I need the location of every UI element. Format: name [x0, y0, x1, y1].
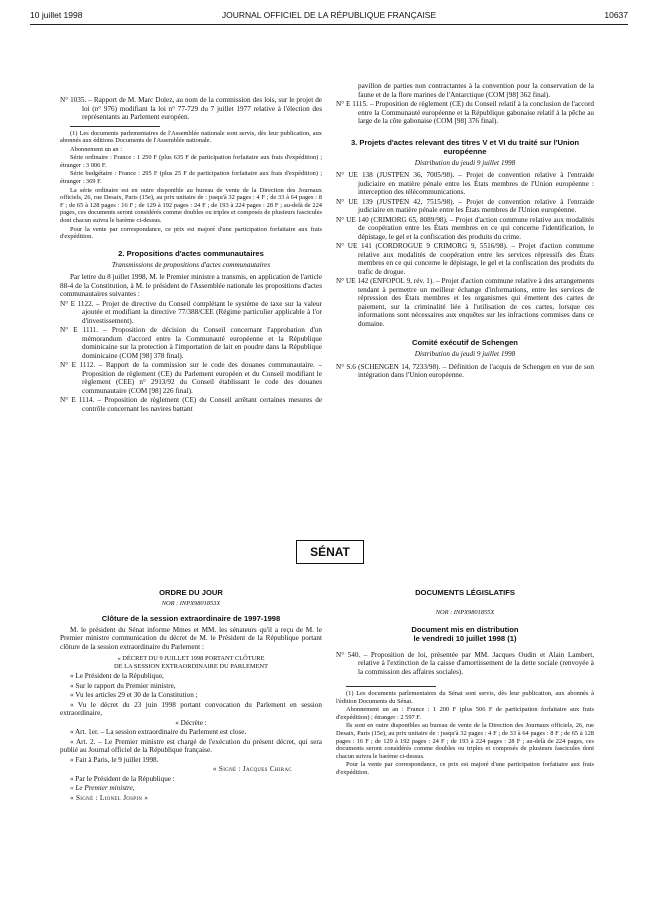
an-serie-budgetaire: Série budgétaire : France : 295 F (plus 25 F de participation forfaitaire aux frais d'expédition) ; étranger : 369 F. — [60, 170, 322, 186]
nor-documents: NOR : INPX9801855X — [435, 609, 495, 616]
item-ue139: N° UE 139 (JUSTPEN 42, 7515/98). – Projet de convention relative à l'entraide judiciaire en matière pénale entre les États membres de l'Union européenne. — [336, 197, 594, 214]
cloture-intro: M. le président du Sénat informe Mmes et MM. les sénateurs qu'il a reçu de M. le Premier ministre communication du décret de M. le Président de la République portant clôture de la session extraordinaire du Parlement : — [60, 625, 322, 651]
item-e1122: N° E 1122. – Projet de directive du Conseil complétant le système de taxe sur la valeur ajoutée et modifiant la directive 77/388/CEE (Régime particulier applicable à l'or d'investissement). — [60, 299, 322, 325]
decret-line-4: « Vu le décret du 23 juin 1998 portant convocation du Parlement en session extraordinaire, — [60, 700, 322, 718]
section-3-title: 3. Projets d'actes relevant des titres V et VI du traité sur l'Union européenne — [350, 137, 580, 156]
section-2-subtitle: Transmissions de propositions d'actes communautaires — [111, 260, 271, 269]
premier-ministre: « Le Premier ministre, — [70, 784, 135, 793]
item-e1112: N° E 1112. – Rapport de la commission sur le code des douanes communautaire. – Proposition de règlement (CE) du Parlement européen et du Conseil modifiant le règlement (CEE) n° 2913/92 du Conseil établissant le code des douanes communautaire (COM [98] 226 final). — [60, 361, 322, 395]
an-correspondance: Pour la vente par correspondance, ce prix est majoré d'une participation forfaitaire aux frais d'expédition. — [60, 225, 322, 241]
article-1: « Art. 1er. – La session extraordinaire du Parlement est close. — [70, 728, 247, 737]
item-e1115: N° E 1115. – Proposition de règlement (CE) du Conseil relatif à la conclusion de l'accord entre la Communauté européenne et la République gabonaise relatif à la pêche au large de la côte gabonaise (COM [98] 376 final). — [336, 100, 594, 125]
senat-heading-box: SÉNAT — [296, 540, 364, 564]
par-le-president: « Par le Président de la République : — [70, 774, 175, 783]
distribution-heading-1: Document mis en distribution — [411, 624, 519, 634]
decret-title-1: « DÉCRET DU 9 JUILLET 1998 PORTANT CLÔTURE — [117, 655, 265, 663]
ordre-du-jour-title: ORDRE DU JOUR — [159, 588, 223, 597]
an-vente: La série ordinaire est en outre disponible au bureau de vente de la Direction des Journaux officiels, 26, rue Desaix, Paris (15e), au prix unitaire de : jusqu'à 32 pages : 4 F ; de 33 à 64 pages : 8 F ; de 65 à 128 pages : 16 F ; de 129 à 192 pages : 24 F ; de 193 à 224 pages : 28 F ; au-delà de 224 pages, ces documents seront considérés comme doubles ou triples et composés de plusieurs fascicules dont chacun suivra le barème ci-dessus. — [60, 186, 322, 225]
top-left-column — [60, 96, 322, 414]
bottom-right-column — [336, 588, 594, 778]
footnote-separator — [70, 126, 160, 127]
fait-a-paris: « Fait à Paris, le 9 juillet 1998. — [70, 755, 159, 764]
doc-1035: N° 1035. – Rapport de M. Marc Dolez, au nom de la commission des lois, sur le projet de loi (n° 976) modifiant la loi n° 77-729 du 7 juillet 1977 relative à l'élection des représentants au Parlement européen. — [60, 96, 322, 121]
decrete: « Décrète : — [175, 718, 207, 727]
senat-abonnement: Abonnement un an : France : 1 200 F (plus 506 F de participation forfaitaire aux frais d'expédition) ; étranger : 2 597 F. — [336, 706, 594, 721]
section-3-subtitle: Distribution du jeudi 9 juillet 1998 — [414, 158, 516, 167]
item-e1114: N° E 1114. – Proposition de règlement (CE) du Conseil arrêtant certaines mesures de contrôle concernant les navires battant — [60, 396, 322, 413]
lettre-premier-ministre: Par lettre du 8 juillet 1998, M. le Premier ministre a transmis, en application de l'article 88-4 de la Constitution, à M. le président de l'Assemblée nationale les propositions d'actes communautaires suivantes : — [60, 273, 322, 299]
nor-ordre: NOR : INPX9801853X — [161, 600, 221, 607]
decret-line-2: « Sur le rapport du Premier ministre, — [70, 681, 176, 690]
an-abonnement: Abonnement un an : — [70, 145, 123, 153]
cloture-heading: Clôture de la session extraordinaire de 1997-1998 — [101, 613, 281, 623]
header-date: 10 juillet 1998 — [30, 10, 83, 20]
schengen-title: Comité exécutif de Schengen — [412, 338, 518, 347]
schengen-subtitle: Distribution du jeudi 9 juillet 1998 — [414, 350, 516, 358]
bottom-left-column — [60, 588, 322, 803]
an-footnote: (1) Les documents parlementaires de l'Assemblée nationale sont servis, dès leur publication, aux abonnés aux éditions Documents de l'Assemblée nationale. — [60, 129, 322, 145]
article-2: « Art. 2. – Le Premier ministre est chargé de l'exécution du présent décret, qui sera publié au Journal officiel de la République française. — [60, 737, 322, 755]
item-ue142: N° UE 142 (ENFOPOL 9, rév. 1). – Projet d'action commune relative à des arrangements tendant à permettre un meilleur échange d'informations, entre les services de répression des États membres et les organismes qui émettent des cartes de paiement, sur la criminalité liée à l'utilisation de ces cartes, lorsque ces informations sont nécessaires aux enquêtes sur les infractions commises dans ce domaine. — [336, 277, 594, 328]
senat-correspondance: Pour la vente par correspondance, ce prix est majoré d'une participation forfaitaire aux frais d'expédition. — [336, 761, 594, 777]
distribution-heading-2: le vendredi 10 juillet 1998 (1) — [413, 633, 517, 643]
e1114-continuation: pavillon de parties non contractantes à la convention pour la conservation de la faune et de la flore marines de l'Antarctique (COM [98] 362 final). — [358, 82, 594, 99]
decret-line-1: « Le Président de la République, — [70, 672, 164, 681]
decret-line-3: « Vu les articles 29 et 30 de la Constitution ; — [70, 691, 198, 700]
item-s6: N° S.6 (SCHENGEN 14, 7233/98). – Définition de l'acquis de Schengen en vue de son intégration dans l'Union européenne. — [336, 362, 594, 379]
signature-jospin: « Signé : Lionel Jospin » — [70, 793, 149, 802]
item-ue140: N° UE 140 (CRIMORG 65, 8089/98). – Projet d'action commune relative aux modalités de coopération entre les États membres en ce qui concerne l'identification, le dépistage, le gel et la confiscation des produits du crime. — [336, 215, 594, 241]
senat-footnote-separator — [346, 686, 436, 687]
section-2-title: 2. Propositions d'actes communautaires — [118, 248, 264, 258]
an-serie-ordinaire: Série ordinaire : France : 1 250 F (plus 635 F de participation forfaitaire aux frais d'expédition) ; étranger : 3 006 F. — [60, 154, 322, 169]
senat-footnote: (1) Les documents parlementaires du Sénat sont servis, dès leur publication, aux abonnés à l'édition Documents du Sénat. — [336, 690, 594, 705]
header-title: JOURNAL OFFICIEL DE LA RÉPUBLIQUE FRANÇAISE — [221, 10, 437, 20]
item-ue138: N° UE 138 (JUSTPEN 36, 7005/98). – Projet de convention relative à l'entraide judiciaire en matière pénale entre les États membres de l'Union européenne : interception des télécommunications. — [336, 171, 594, 196]
item-e1111: N° E 1111. – Proposition de décision du Conseil concernant l'approbation d'un mémorandum d'accord entre la Communauté européenne et la République dominicaine sur la protection à l'importation de lait en poudre dans la République dominicaine (COM [98] 378 final). — [60, 326, 322, 360]
signature-chirac: « Signé : Jacques Chirac — [212, 765, 292, 774]
doc-540: N° 540. – Proposition de loi, présentée par MM. Jacques Oudin et Alain Lambert, relative à l'extinction de la caisse d'amortissement de la dette sociale (renvoyée à la commission des affaires sociales). — [336, 650, 594, 676]
page-header — [30, 10, 628, 24]
senat-vente: Ils sont en outre disponibles au bureau de vente de la Direction des Journaux officiels, 26, rue Desaix, Paris (15e), au prix unitaire de : jusqu'à 32 pages : 4 F ; de 33 à 64 pages : 8 F ; de 65 à 128 pages : 16 F ; de 129 à 192 pages : 24 F ; de 193 à 224 pages : 28 F ; au-delà de 224 pages, ces documents seront considérés comme doubles ou triples et composés de plusieurs fascicules dont chacun suivra le barème ci-dessus. — [336, 722, 594, 760]
header-rule — [30, 24, 628, 25]
header-page-number: 10637 — [604, 10, 628, 20]
decret-title-2: DE LA SESSION EXTRAORDINAIRE DU PARLEMENT — [113, 662, 269, 670]
item-ue141: N° UE 141 (CORDROGUE 9 CRIMORG 9, 5516/98). – Projet d'action commune relative aux modalités de coopération entre les services répressifs des États membres en ce qui concerne le dépistage, le gel et la confiscation des produits du trafic de drogue. — [336, 242, 594, 276]
documents-legislatifs-title: DOCUMENTS LÉGISLATIFS — [415, 588, 515, 597]
top-right-column — [336, 82, 594, 381]
